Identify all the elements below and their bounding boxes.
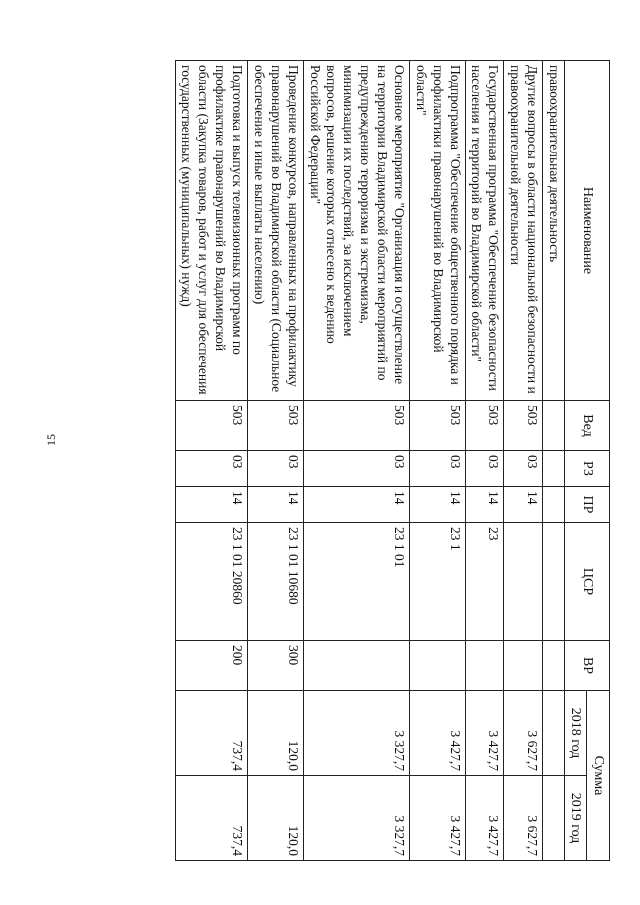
row-name: Подпрограмма "Обеспечение общественного порядка и профилактики правонарушений во Владимирской области" [410, 61, 466, 401]
row-ved: 503 [465, 401, 504, 451]
table-row [504, 61, 543, 861]
row-csr: 23 1 01 [303, 523, 409, 641]
row-vr [504, 641, 543, 691]
row-2018: 3 327,7 [303, 691, 409, 776]
row-pr: 14 [410, 487, 466, 523]
table-row [465, 61, 504, 861]
row-pr: 14 [303, 487, 409, 523]
row-ved: 503 [504, 401, 543, 451]
row-rz: 03 [248, 451, 304, 487]
row-ved: 503 [410, 401, 466, 451]
row-2019: 3 427,7 [410, 776, 466, 861]
header-name: Наименование [565, 61, 610, 401]
header-rz: РЗ [565, 451, 610, 487]
page-number: 15 [44, 434, 58, 446]
table-row [248, 61, 304, 861]
header-pr: ПР [565, 487, 610, 523]
row-name: правоохранительная деятельность [543, 61, 565, 401]
row-2018: 3 427,7 [465, 691, 504, 776]
row-2018: 3 427,7 [410, 691, 466, 776]
row-2018 [543, 691, 565, 776]
row-ved: 503 [248, 401, 304, 451]
header-2018: 2018 год [565, 691, 588, 776]
header-sum: Сумма [587, 691, 610, 861]
row-csr [504, 523, 543, 641]
row-name: Подготовка и выпуск телевизионных программ по профилактике правонарушений во Владимирской области (Закупка товаров, работ и услуг для обеспечения государственных (муниципальных) нужд) [175, 61, 248, 401]
row-vr: 200 [175, 641, 248, 691]
row-2018: 120,0 [248, 691, 304, 776]
row-pr: 14 [504, 487, 543, 523]
row-ved [543, 401, 565, 451]
row-2019: 120,0 [248, 776, 304, 861]
row-2019: 737,4 [175, 776, 248, 861]
table-row [175, 61, 248, 861]
row-2018: 737,4 [175, 691, 248, 776]
row-pr: 14 [465, 487, 504, 523]
row-ved: 503 [303, 401, 409, 451]
row-vr [410, 641, 466, 691]
row-csr: 23 1 01 10680 [248, 523, 304, 641]
row-pr: 14 [248, 487, 304, 523]
row-name: Основное мероприятие "Организация и осуществление на территории Владимирской области мероприятий по предупреждению терроризма и экстремизма, минимизации их последствий, за исключением вопросов, решение которых отнесено к ведению Российской Федерации" [303, 61, 409, 401]
header-csr: ЦСР [565, 523, 610, 641]
row-vr: 300 [248, 641, 304, 691]
row-rz [543, 451, 565, 487]
header-row-1 [587, 61, 610, 861]
table-row [410, 61, 466, 861]
table-row [543, 61, 565, 861]
row-vr [303, 641, 409, 691]
rotated-table-container [70, 60, 610, 860]
row-2019: 3 627,7 [504, 776, 543, 861]
table-row [303, 61, 409, 861]
row-name: Другие вопросы в области национальной безопасности и правоохранительной деятельности [504, 61, 543, 401]
row-pr: 14 [175, 487, 248, 523]
header-2019: 2019 год [565, 776, 588, 861]
row-vr [465, 641, 504, 691]
row-2019: 3 427,7 [465, 776, 504, 861]
row-vr [543, 641, 565, 691]
row-pr [543, 487, 565, 523]
row-2019 [543, 776, 565, 861]
row-rz: 03 [410, 451, 466, 487]
header-vr: ВР [565, 641, 610, 691]
row-csr: 23 1 01 20860 [175, 523, 248, 641]
row-csr [543, 523, 565, 641]
row-rz: 03 [465, 451, 504, 487]
row-rz: 03 [504, 451, 543, 487]
row-name: Государственная программа "Обеспечение безопасности населения и территорий во Владимирской области" [465, 61, 504, 401]
row-rz: 03 [175, 451, 248, 487]
row-name: Проведение конкурсов, направленных на профилактику правонарушений во Владимирской области (Социальное обеспечение и иные выплаты населению) [248, 61, 304, 401]
row-2019: 3 327,7 [303, 776, 409, 861]
row-ved: 503 [175, 401, 248, 451]
row-csr: 23 [465, 523, 504, 641]
row-rz: 03 [303, 451, 409, 487]
budget-table [175, 60, 610, 861]
row-2018: 3 627,7 [504, 691, 543, 776]
row-csr: 23 1 [410, 523, 466, 641]
header-ved: Вед [565, 401, 610, 451]
